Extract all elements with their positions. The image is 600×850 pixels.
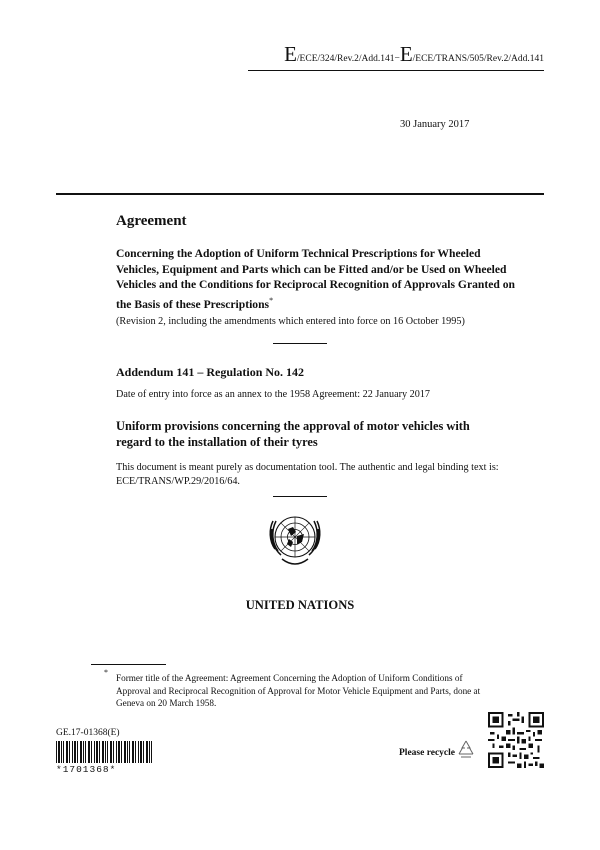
uniform-provisions-heading: Uniform provisions concerning the approval of motor vehicles with regard to the installation of their tyres (116, 419, 470, 449)
symbol-prefix-2: E (399, 42, 413, 66)
page-title: Agreement (116, 213, 187, 229)
document-number: GE.17-01368(E) (56, 728, 120, 738)
agreement-subtitle (116, 246, 516, 312)
footnote-text: Former title of the Agreement: Agreement Concerning the Adoption of Uniform Conditions of Approval and Reciprocal Recognition of Approval for Motor Vehicle Equipment and Parts, done at Geneva on 20 March 1958. (116, 673, 481, 709)
document-date: 30 January 2017 (400, 119, 470, 130)
header-rule (248, 70, 544, 71)
entry-into-force: Date of entry into force as an annex to the 1958 Agreement: 22 January 2017 (116, 389, 431, 400)
footnote-reference: * (269, 295, 274, 305)
footnote-rule (91, 664, 166, 665)
section-divider (273, 343, 327, 344)
un-emblem-icon (260, 509, 330, 573)
symbol-part-1: /ECE/324/Rev.2/Add.141− (296, 54, 400, 64)
revision-note: (Revision 2, including the amendments which entered into force on 16 October 1995) (116, 316, 465, 327)
organization-name: UNITED NATIONS (245, 598, 355, 612)
recycle-icon (456, 739, 476, 759)
document-symbol (284, 44, 544, 65)
section-divider-2 (273, 496, 327, 497)
agreement-subtitle-text: Concerning the Adoption of Uniform Technical Prescriptions for Wheeled Vehicles, Equipment and Parts which can be Fitted and/or be Used on Wheeled Vehicles and the Conditions for Reciprocal Recognition of Approvals Granted on the Basis of these Prescriptions (116, 247, 515, 311)
recycle-label: Please recycle (399, 748, 455, 758)
title-rule (56, 193, 544, 195)
documentation-note: This document is meant purely as documentation tool. The authentic and legal binding text is: ECE/TRANS/WP.29/2016/64. (116, 462, 499, 487)
symbol-part-2: /ECE/TRANS/505/Rev.2/Add.141 (412, 54, 544, 64)
symbol-prefix: E (284, 42, 297, 66)
barcode-number: *1701368* (56, 764, 117, 775)
addendum-heading: Addendum 141 – Regulation No. 142 (116, 365, 305, 379)
qr-code-icon (488, 712, 544, 768)
barcode-icon (56, 741, 152, 763)
footnote-marker: * (104, 668, 108, 677)
